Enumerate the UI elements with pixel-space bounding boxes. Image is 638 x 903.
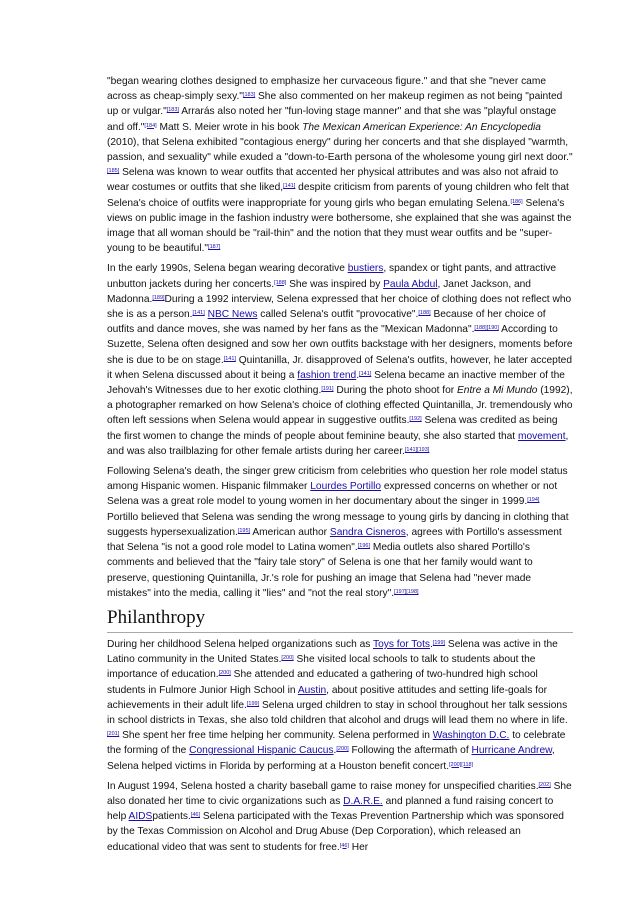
citation-ref[interactable]: [184]: [144, 122, 157, 129]
paragraph-text: Portillo believed that Selena was sending the wrong message to young girls by dancing in clothing that suggests hypersexualization.: [107, 511, 569, 538]
paragraph-text: (2010), that Selena exhibited "contagious energy" during her concerts and that she displayed "warmth, passion, and sexuality" while exuded a "down-to-Earth persona of the wholesome young girl next door.": [107, 136, 573, 164]
paragraph-text: During her childhood Selena helped organizations such as: [107, 638, 373, 650]
italic-title: Entre a Mi Mundo: [457, 385, 538, 397]
wiki-link[interactable]: Austin: [297, 684, 327, 696]
citation-ref[interactable]: [185]: [107, 168, 120, 175]
wiki-link[interactable]: Lourdes Portillo: [310, 481, 382, 493]
citation-ref[interactable]: [200]: [336, 746, 349, 753]
paragraph-text: According to Suzette, Selena often designed and sow her own outfits backstage with her designers, moments before she is due to be on stage.: [107, 324, 573, 366]
citation-ref[interactable]: [141]: [359, 370, 372, 377]
wiki-link[interactable]: Hurricane Andrew: [471, 745, 552, 757]
paragraph-text: She spent her free time helping her community. Selena performed in: [119, 730, 433, 742]
wiki-link[interactable]: bustiers: [347, 263, 384, 275]
paragraph: [107, 464, 573, 601]
paragraph-text: , spandex or tight pants, and attractive unbutton jackets during her concerts.: [107, 263, 557, 290]
paragraph-text: Selena became an inactive member of the Jehovah's Witnesses due to her exotic clothing.: [107, 369, 565, 397]
citation-ref[interactable]: [201]: [107, 731, 120, 738]
paragraph-text: Quintanilla, Jr. disapproved of Selena's outfits, however, he later accepted it when Selena discussed about it being a: [107, 354, 572, 381]
paragraph-text: In August 1994, Selena hosted a charity baseball game to raise money for unspecified charities.: [107, 780, 539, 792]
paragraph-text: Selena was active in the Latino community in the United States.: [107, 638, 558, 666]
paragraph-text: She also commented on her makeup regimen as not being "painted up or vulgar.": [107, 91, 563, 118]
paragraph-text: despite criticism from parents of young children who felt that Selena's choice of outfits were inappropriate for young girls who began emulating Selena.: [107, 182, 569, 209]
paragraph-text: Her: [348, 841, 369, 853]
paragraph-text: called Selena's outfit "provocative".: [257, 309, 419, 321]
wiki-link[interactable]: fashion trend: [297, 369, 357, 381]
citation-ref[interactable]: [200]: [218, 670, 231, 677]
wiki-link[interactable]: D.A.R.E.: [343, 795, 383, 807]
paragraph-text: Matt S. Meier wrote in his book: [156, 121, 303, 133]
paragraph-text: .: [430, 638, 433, 650]
citation-ref[interactable]: [194]: [527, 497, 540, 504]
citation-ref[interactable]: [141][193]: [404, 446, 430, 453]
fashion-section: [107, 74, 573, 601]
citation-ref[interactable]: [195]: [237, 527, 251, 534]
paragraph-text: Selena participated with the Texas Prevention Partnership which was sponsored by the Texas Commission on Alcohol and Drug Abuse (Dep Corporation), which released an educational video that was sent to students for free.: [107, 811, 564, 853]
citation-ref[interactable]: [188]: [274, 279, 287, 286]
citation-ref[interactable]: [197][198]: [394, 588, 419, 595]
citation-ref[interactable]: [199]: [246, 700, 260, 707]
paragraph-text: During the photo shoot for: [333, 385, 458, 397]
paragraph-text: and planned a fund raising concert to help: [107, 795, 554, 823]
paragraph-text: , agrees with Portillo's assessment that Selena "is not a good role model to Latina women".: [107, 526, 562, 554]
paragraph-text: expressed concerns on whether or not Selena was a great role model to young women in her documentary about the singer in 1999.: [107, 481, 558, 508]
paragraph-text: Selena was credited as being the first women to change the minds of people about feminine beauty, she also started that: [107, 415, 558, 442]
wiki-link[interactable]: Toys for Tots: [373, 638, 430, 650]
citation-ref[interactable]: [191]: [321, 386, 334, 393]
paragraph-text: to celebrate the forming of the: [107, 730, 566, 757]
citation-ref[interactable]: [186]: [510, 198, 523, 205]
paragraph-text: She visited local schools to talk to students about the importance of education.: [107, 654, 536, 681]
paragraph-text: .: [333, 745, 337, 757]
paragraph-text: .: [356, 369, 360, 381]
paragraph-text: (1992), a photographer remarked on how Selena's choice of clothing effected Quintanilla, Jr. tremendously who often left sessions when Selena would appear in suggestive outfits.: [107, 385, 573, 427]
citation-ref[interactable]: [141]: [223, 355, 236, 362]
paragraph-text: , and was also trailblazing for other female artists during her career.: [107, 430, 569, 457]
citation-ref[interactable]: [183]: [242, 92, 256, 99]
paragraph-text: , Selena helped victims in Florida by performing at a Houston benefit concert.: [107, 745, 555, 772]
article-body: [107, 74, 573, 860]
citation-ref[interactable]: [188]: [418, 310, 431, 317]
italic-title: The Mexican American Experience: An Encyclopedia: [302, 121, 541, 133]
citation-ref[interactable]: [188][190]: [474, 325, 499, 332]
paragraph-text: , about positive attitudes and setting life-goals for achievements in their adult life.: [107, 684, 548, 711]
citation-ref[interactable]: [187]: [208, 244, 221, 251]
section-heading-philanthropy: Philanthropy: [107, 606, 573, 633]
wiki-link[interactable]: Paula Abdul: [383, 278, 438, 290]
paragraph-text: Because of her choice of outfits and dance moves, she was named by her fans as the "Mexican Madonna".: [107, 309, 546, 336]
paragraph-text: , Janet Jackson, and Madonna.: [107, 278, 531, 305]
paragraph-text: patients.: [152, 811, 191, 823]
citation-ref[interactable]: [183]: [166, 107, 179, 114]
citation-ref[interactable]: [141]: [192, 310, 205, 317]
paragraph-text: "began wearing clothes designed to emphasize her curvaceous figure." and that she "never came across as cheap-simply sexy.": [107, 76, 546, 103]
wiki-link[interactable]: Congressional Hispanic Caucus: [189, 745, 334, 757]
paragraph-text: Selena was known to wear outfits that accented her physical attributes and was also not afraid to wear costumes or outfits that she liked,: [107, 167, 559, 194]
paragraph: [107, 261, 573, 459]
paragraph: [107, 637, 573, 774]
wiki-link[interactable]: movement: [517, 430, 566, 442]
paragraph-text: Arrarás also noted her "fun-loving stage manner" and that she was "playful onstage and off.": [107, 106, 557, 133]
wiki-link[interactable]: NBC News: [207, 309, 258, 321]
paragraph-text: Selena's views on public image in the fashion industry were bothersome, she explained that she was against the image that all woman should be "rail-thin" and the notion that they must wear outfits and be "super-young to be beautiful.": [107, 197, 572, 255]
citation-ref[interactable]: [200][118]: [449, 761, 474, 768]
paragraph: [107, 74, 573, 256]
paragraph-text: She also donated her time to civic organizations such as: [107, 780, 572, 807]
paragraph-text: Selena urged children to stay in school throughout her talk sessions in school districts in Texas, she also told children that alcohol and drugs will lead them no where in life.: [107, 699, 568, 726]
paragraph-text: She attended and educated a gathering of two-hundred high school students in Fulmore Junior High School in: [107, 669, 538, 696]
paragraph-text: American author: [250, 526, 330, 538]
paragraph-text: She was inspired by: [286, 278, 384, 290]
citation-ref[interactable]: [202]: [538, 781, 551, 788]
wiki-link[interactable]: Sandra Cisneros: [329, 526, 406, 538]
philanthropy-section: [107, 637, 573, 855]
citation-ref[interactable]: [196]: [357, 543, 370, 550]
paragraph-text: In the early 1990s, Selena began wearing decorative: [107, 263, 348, 275]
citation-ref[interactable]: [192]: [409, 416, 422, 423]
citation-ref[interactable]: [141]: [283, 183, 296, 190]
wiki-link[interactable]: AIDS: [128, 811, 153, 823]
paragraph-text: Media outlets also shared Portillo's comments and believed that the "fairy tale story" of Selena is one that her family would want to preserve, questioning Quintanilla, Jr.'s role for pushing an image that Selena had "never made mistakes" into the media, calling it "lies" and "not the real story".: [107, 542, 533, 599]
paragraph-text: Following the aftermath of: [348, 745, 472, 757]
citation-ref[interactable]: [199]: [432, 639, 446, 646]
citation-ref[interactable]: [200]: [281, 655, 294, 662]
wiki-link[interactable]: Washington D.C.: [432, 730, 510, 742]
citation-ref[interactable]: [46]: [190, 812, 201, 819]
citation-ref[interactable]: [189]: [152, 294, 165, 301]
paragraph: [107, 779, 573, 855]
citation-ref[interactable]: [46]: [339, 842, 349, 849]
paragraph-text: During a 1992 interview, Selena expressed that her choice of clothing does not reflect who she is as a person.: [107, 293, 572, 321]
paragraph-text: Following Selena's death, the singer grew criticism from celebrities who question her role model status among Hispanic women. Hispanic filmmaker: [107, 466, 568, 493]
